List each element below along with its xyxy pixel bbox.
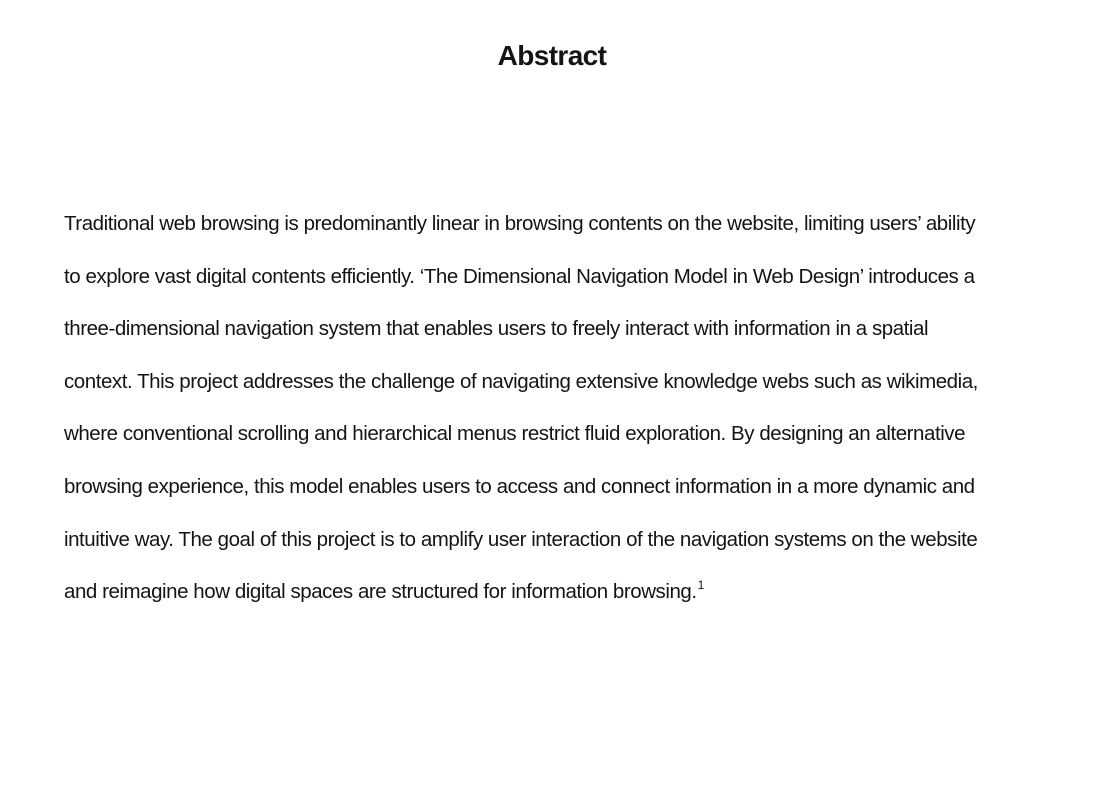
abstract-line: Traditional web browsing is predominantly linear in browsing contents on the website, limiting users’ ability <box>64 212 976 235</box>
abstract-line: browsing experience, this model enables users to access and connect information in a more dynamic and <box>64 474 975 498</box>
abstract-line: three-dimensional navigation system that enables users to freely interact with information in a spatial <box>64 317 929 341</box>
abstract-line: where conventional scrolling and hierarchical menus restrict fluid exploration. By designing an alternative <box>64 422 966 446</box>
abstract-last-line <box>64 566 1054 619</box>
abstract-line: intuitive way. The goal of this project is to amplify user interaction of the navigation systems on the website <box>64 527 978 551</box>
abstract-line: context. This project addresses the challenge of navigating extensive knowledge webs such as wikimedia, <box>64 369 978 393</box>
footnote-marker[interactable]: 1 <box>697 578 704 593</box>
abstract-line-text: and reimagine how digital spaces are structured for information browsing. <box>64 580 697 604</box>
page-title: Abstract <box>497 40 607 71</box>
abstract-line: to explore vast digital contents efficiently. ‘The Dimensional Navigation Model in Web Design’ introduces a <box>64 264 975 288</box>
abstract-paragraph <box>64 198 1054 619</box>
